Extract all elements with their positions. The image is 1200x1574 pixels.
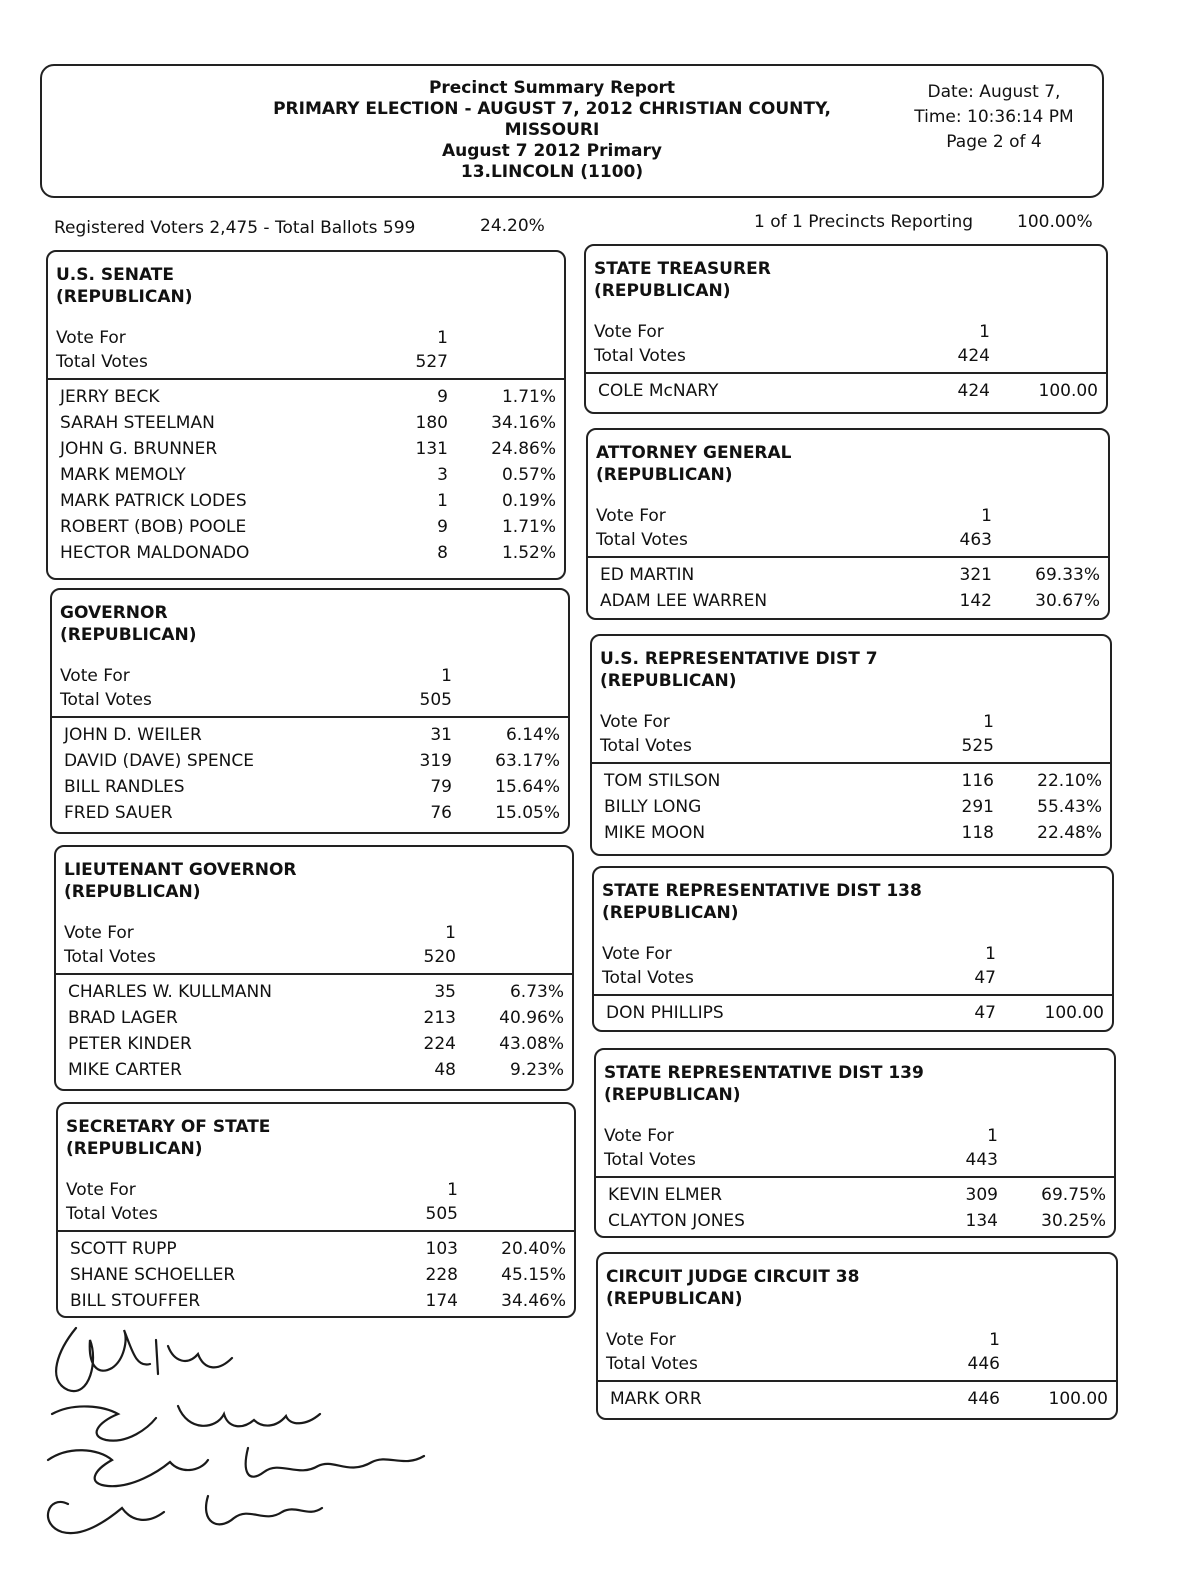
results-divider [586, 372, 1106, 374]
candidate-row [48, 436, 564, 462]
total-votes-row [62, 945, 572, 969]
candidate-name: JOHN D. WEILER [64, 725, 202, 745]
candidate-row [52, 748, 568, 774]
vote-for-row [62, 921, 572, 945]
candidate-votes: 446 [967, 1389, 1000, 1409]
race-heading [66, 1116, 270, 1160]
total-votes-label: Total Votes [602, 968, 694, 988]
vote-for-value: 1 [445, 923, 456, 943]
candidate-name: JOHN G. BRUNNER [60, 439, 218, 459]
race-panel [584, 244, 1108, 414]
total-votes-value: 47 [974, 968, 996, 988]
candidate-votes: 1 [437, 491, 448, 511]
candidate-votes: 321 [959, 565, 992, 585]
vote-for-label: Vote For [602, 944, 672, 964]
candidate-name: SCOTT RUPP [70, 1239, 177, 1259]
results-divider [598, 1380, 1116, 1382]
candidate-name: MARK ORR [610, 1389, 702, 1409]
results-divider [48, 378, 564, 380]
total-votes-label: Total Votes [596, 530, 688, 550]
candidate-name: ED MARTIN [600, 565, 695, 585]
vote-for-row [598, 710, 1110, 734]
vote-for-row [604, 1328, 1116, 1352]
candidate-name: DAVID (DAVE) SPENCE [64, 751, 254, 771]
vote-for-value: 1 [985, 944, 996, 964]
candidate-name: DON PHILLIPS [606, 1003, 724, 1023]
candidate-percent: 69.75% [1041, 1185, 1106, 1205]
race-title: STATE TREASURER [594, 259, 771, 279]
signatures [28, 1310, 448, 1550]
candidate-row [592, 820, 1110, 846]
page-number: Page 2 of 4 [946, 132, 1042, 152]
candidate-row [592, 794, 1110, 820]
candidate-row [52, 774, 568, 800]
candidate-votes: 35 [434, 982, 456, 1002]
candidate-percent: 100.00 [1048, 1389, 1108, 1409]
registered-voters: Registered Voters 2,475 - Total Ballots 599 [54, 218, 416, 238]
candidate-percent: 20.40% [501, 1239, 566, 1259]
results-divider [596, 1176, 1114, 1178]
total-votes-value: 463 [959, 530, 992, 550]
candidate-percent: 0.57% [501, 465, 556, 485]
race-heading [596, 442, 792, 486]
candidate-name: CLAYTON JONES [608, 1211, 745, 1231]
total-votes-label: Total Votes [66, 1204, 158, 1224]
vote-for-row [54, 326, 564, 350]
race-panel [46, 250, 566, 580]
candidate-votes: 228 [425, 1265, 458, 1285]
candidate-name: BILLY LONG [604, 797, 702, 817]
race-panel [56, 1102, 576, 1318]
total-votes-row [64, 1202, 574, 1226]
candidate-votes: 116 [961, 771, 994, 791]
race-heading [604, 1062, 924, 1106]
vote-for-label: Vote For [66, 1180, 136, 1200]
candidate-votes: 180 [415, 413, 448, 433]
report-header [40, 64, 1104, 198]
race-party: (REPUBLICAN) [602, 903, 739, 923]
vote-for-value: 1 [441, 666, 452, 686]
candidate-percent: 63.17% [495, 751, 560, 771]
candidate-votes: 76 [430, 803, 452, 823]
race-party: (REPUBLICAN) [600, 671, 737, 691]
candidate-name: MIKE MOON [604, 823, 706, 843]
race-heading [600, 648, 878, 692]
candidate-percent: 30.25% [1041, 1211, 1106, 1231]
vote-for-value: 1 [437, 328, 448, 348]
race-party: (REPUBLICAN) [66, 1139, 203, 1159]
total-votes-row [592, 344, 1106, 368]
candidate-percent: 45.15% [501, 1265, 566, 1285]
total-votes-value: 505 [419, 690, 452, 710]
vote-for-value: 1 [981, 506, 992, 526]
candidate-votes: 319 [419, 751, 452, 771]
vote-for-row [592, 320, 1106, 344]
race-party: (REPUBLICAN) [606, 1289, 743, 1309]
candidate-percent: 6.73% [509, 982, 564, 1002]
candidate-name: FRED SAUER [64, 803, 173, 823]
vote-for-row [58, 664, 568, 688]
header-title-block [202, 78, 902, 183]
total-votes-value: 527 [415, 352, 448, 372]
candidate-name: PETER KINDER [68, 1034, 192, 1054]
vote-for-label: Vote For [56, 328, 126, 348]
race-heading [594, 258, 771, 302]
candidate-percent: 1.71% [501, 517, 556, 537]
candidate-votes: 3 [437, 465, 448, 485]
candidate-percent: 100.00 [1038, 381, 1098, 401]
candidate-percent: 1.52% [501, 543, 556, 563]
candidate-row [56, 1005, 572, 1031]
candidate-percent: 34.16% [491, 413, 556, 433]
total-votes-label: Total Votes [64, 947, 156, 967]
vote-for-row [600, 942, 1112, 966]
candidate-row [58, 1262, 574, 1288]
race-title: ATTORNEY GENERAL [596, 443, 792, 463]
election-name: PRIMARY ELECTION - AUGUST 7, 2012 CHRISTIAN COUNTY, [273, 99, 831, 119]
vote-for-value: 1 [987, 1126, 998, 1146]
candidate-row [48, 384, 564, 410]
report-title: Precinct Summary Report [428, 78, 676, 98]
total-votes-row [602, 1148, 1114, 1172]
race-party: (REPUBLICAN) [64, 882, 201, 902]
candidate-name: JERRY BECK [60, 387, 160, 407]
race-panel [590, 634, 1112, 856]
total-votes-value: 424 [957, 346, 990, 366]
precincts-reporting-percent: 100.00% [1017, 212, 1093, 232]
candidate-percent: 6.14% [505, 725, 560, 745]
total-votes-label: Total Votes [60, 690, 152, 710]
candidate-votes: 48 [434, 1060, 456, 1080]
candidate-votes: 79 [430, 777, 452, 797]
total-votes-row [594, 528, 1108, 552]
total-votes-row [54, 350, 564, 374]
total-votes-value: 520 [423, 947, 456, 967]
vote-for-value: 1 [989, 1330, 1000, 1350]
election-subtitle: August 7 2012 Primary [442, 141, 662, 161]
report-date: Date: August 7, [927, 82, 1061, 102]
candidate-percent: 1.71% [501, 387, 556, 407]
total-votes-row [600, 966, 1112, 990]
vote-for-value: 1 [983, 712, 994, 732]
candidate-percent: 100.00 [1044, 1003, 1104, 1023]
vote-for-row [594, 504, 1108, 528]
candidate-row [48, 540, 564, 566]
candidate-votes: 309 [965, 1185, 998, 1205]
candidate-name: SHANE SCHOELLER [70, 1265, 236, 1285]
total-votes-label: Total Votes [600, 736, 692, 756]
vote-for-row [602, 1124, 1114, 1148]
candidate-percent: 9.23% [509, 1060, 564, 1080]
candidate-percent: 30.67% [1035, 591, 1100, 611]
race-title: STATE REPRESENTATIVE DIST 139 [604, 1063, 924, 1083]
race-heading [606, 1266, 859, 1310]
candidate-row [596, 1182, 1114, 1208]
candidate-row [588, 562, 1108, 588]
candidate-row [48, 462, 564, 488]
vote-for-label: Vote For [64, 923, 134, 943]
candidate-votes: 47 [974, 1003, 996, 1023]
total-votes-row [58, 688, 568, 712]
race-title: LIEUTENANT GOVERNOR [64, 860, 297, 880]
results-divider [594, 994, 1112, 996]
race-heading [64, 859, 297, 903]
candidate-percent: 24.86% [491, 439, 556, 459]
candidate-percent: 15.05% [495, 803, 560, 823]
candidate-name: HECTOR MALDONADO [60, 543, 250, 563]
race-panel [50, 588, 570, 834]
race-title: SECRETARY OF STATE [66, 1117, 271, 1137]
vote-for-row [64, 1178, 574, 1202]
results-divider [592, 762, 1110, 764]
candidate-percent: 69.33% [1035, 565, 1100, 585]
turnout-percent: 24.20% [480, 216, 545, 236]
candidate-votes: 224 [423, 1034, 456, 1054]
vote-for-label: Vote For [600, 712, 670, 732]
total-votes-label: Total Votes [594, 346, 686, 366]
candidate-votes: 9 [437, 387, 448, 407]
vote-for-label: Vote For [60, 666, 130, 686]
race-title: GOVERNOR [60, 603, 168, 623]
total-votes-row [598, 734, 1110, 758]
total-votes-value: 525 [961, 736, 994, 756]
candidate-name: SARAH STEELMAN [60, 413, 215, 433]
candidate-votes: 142 [959, 591, 992, 611]
candidate-percent: 34.46% [501, 1291, 566, 1311]
race-party: (REPUBLICAN) [604, 1085, 741, 1105]
vote-for-label: Vote For [606, 1330, 676, 1350]
candidate-row [52, 800, 568, 826]
candidate-votes: 174 [425, 1291, 458, 1311]
vote-for-label: Vote For [594, 322, 664, 342]
candidate-row [56, 979, 572, 1005]
candidate-row [588, 588, 1108, 614]
results-divider [56, 973, 572, 975]
race-party: (REPUBLICAN) [60, 625, 197, 645]
candidate-votes: 31 [430, 725, 452, 745]
precincts-reporting: 1 of 1 Precincts Reporting [754, 212, 974, 232]
race-title: U.S. REPRESENTATIVE DIST 7 [600, 649, 878, 669]
vote-for-label: Vote For [596, 506, 666, 526]
vote-for-label: Vote For [604, 1126, 674, 1146]
election-state: MISSOURI [504, 120, 600, 140]
race-panel [594, 1048, 1116, 1238]
candidate-name: TOM STILSON [604, 771, 721, 791]
candidate-name: MARK MEMOLY [60, 465, 186, 485]
candidate-votes: 9 [437, 517, 448, 537]
candidate-votes: 8 [437, 543, 448, 563]
candidate-percent: 43.08% [499, 1034, 564, 1054]
candidate-name: ADAM LEE WARREN [600, 591, 768, 611]
total-votes-label: Total Votes [606, 1354, 698, 1374]
candidate-percent: 55.43% [1037, 797, 1102, 817]
vote-for-value: 1 [447, 1180, 458, 1200]
race-panel [596, 1252, 1118, 1420]
candidate-votes: 213 [423, 1008, 456, 1028]
candidate-row [48, 410, 564, 436]
candidate-name: BILL STOUFFER [70, 1291, 201, 1311]
results-divider [588, 556, 1108, 558]
total-votes-value: 443 [965, 1150, 998, 1170]
race-heading [56, 264, 192, 308]
total-votes-value: 505 [425, 1204, 458, 1224]
candidate-name: COLE McNARY [598, 381, 719, 401]
candidate-name: KEVIN ELMER [608, 1185, 723, 1205]
candidate-row [592, 768, 1110, 794]
race-heading [602, 880, 922, 924]
total-votes-label: Total Votes [56, 352, 148, 372]
race-party: (REPUBLICAN) [594, 281, 731, 301]
candidate-row [58, 1236, 574, 1262]
candidate-row [586, 378, 1106, 404]
race-panel [592, 866, 1114, 1032]
race-panel [54, 845, 574, 1091]
candidate-votes: 291 [961, 797, 994, 817]
results-divider [58, 1230, 574, 1232]
race-title: CIRCUIT JUDGE CIRCUIT 38 [606, 1267, 860, 1287]
candidate-row [596, 1208, 1114, 1234]
candidate-votes: 131 [415, 439, 448, 459]
candidate-name: CHARLES W. KULLMANN [68, 982, 272, 1002]
candidate-row [56, 1057, 572, 1083]
candidate-row [48, 514, 564, 540]
candidate-percent: 0.19% [501, 491, 556, 511]
candidate-votes: 424 [957, 381, 990, 401]
race-heading [60, 602, 196, 646]
candidate-row [48, 488, 564, 514]
candidate-votes: 134 [965, 1211, 998, 1231]
vote-for-value: 1 [979, 322, 990, 342]
candidate-name: MARK PATRICK LODES [60, 491, 247, 511]
race-title: STATE REPRESENTATIVE DIST 138 [602, 881, 922, 901]
race-title: U.S. SENATE [56, 265, 175, 285]
candidate-row [594, 1000, 1112, 1026]
precinct-name: 13.LINCOLN (1100) [460, 162, 644, 182]
candidate-votes: 118 [961, 823, 994, 843]
race-party: (REPUBLICAN) [596, 465, 733, 485]
total-votes-value: 446 [967, 1354, 1000, 1374]
candidate-percent: 40.96% [499, 1008, 564, 1028]
candidate-name: MIKE CARTER [68, 1060, 182, 1080]
candidate-votes: 103 [425, 1239, 458, 1259]
candidate-name: ROBERT (BOB) POOLE [60, 517, 247, 537]
candidate-name: BILL RANDLES [64, 777, 185, 797]
total-votes-label: Total Votes [604, 1150, 696, 1170]
candidate-row [598, 1386, 1116, 1412]
candidate-row [56, 1031, 572, 1057]
report-time: Time: 10:36:14 PM [914, 107, 1074, 127]
header-info-block [894, 80, 1094, 155]
race-panel [586, 428, 1110, 620]
results-divider [52, 716, 568, 718]
total-votes-row [604, 1352, 1116, 1376]
candidate-percent: 22.10% [1037, 771, 1102, 791]
candidate-percent: 22.48% [1037, 823, 1102, 843]
candidate-percent: 15.64% [495, 777, 560, 797]
candidate-name: BRAD LAGER [68, 1008, 178, 1028]
race-party: (REPUBLICAN) [56, 287, 193, 307]
candidate-row [52, 722, 568, 748]
